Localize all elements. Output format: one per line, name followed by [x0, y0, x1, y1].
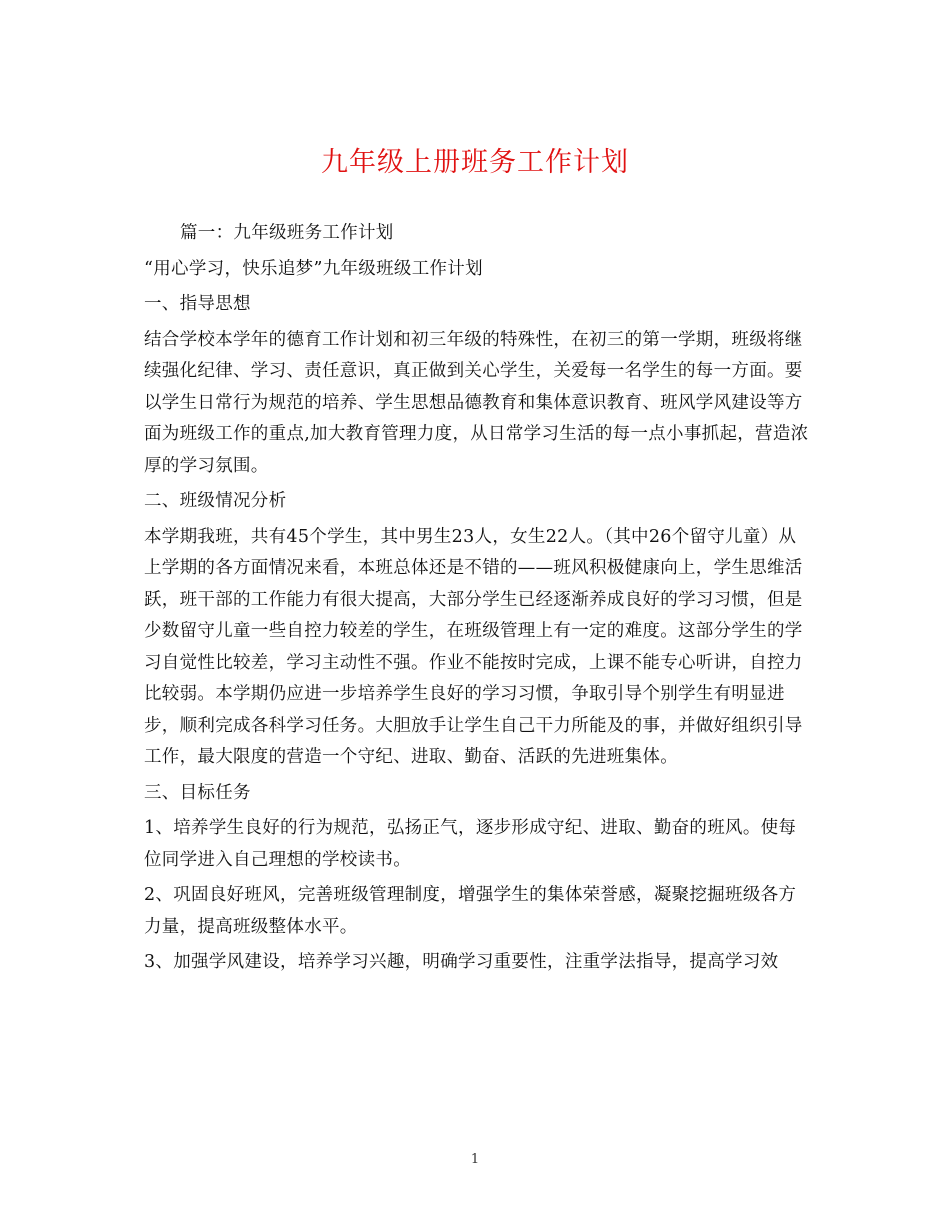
heading-goals: 三、目标任务: [144, 782, 251, 803]
paragraph-class-analysis: 本学期我班，共有45个学生，其中男生23人，女生22人。（其中26个留守儿童）从上学期的各方面情况来看，本班总体还是不错的——班风积极健康向上，学生思维活跃，班干部的工作能力有很大提高，大部分学生已经逐渐养成良好的学习习惯，但是少数留守儿童一些自控力较差的学生，在班级管理上有一定的难度。这部分学生的学习自觉性比较差，学习主动性不强。作业不能按时完成，上课不能专心听讲，自控力比较弱。本学期仍应进一步培养学生良好的学习习惯，争取引导个别学生有明显进步，顺利完成各科学习任务。大胆放手让学生自己干力所能及的事，并做好组织引导工作，最大限度的营造一个守纪、进取、勤奋、活跃的先进班集体。: [144, 526, 803, 767]
plan-subtitle: “用心学习，快乐追梦”九年级班级工作计划: [144, 258, 483, 279]
section-heading: 篇一：九年级班务工作计划: [180, 223, 394, 243]
document-body: [144, 218, 810, 983]
heading-guiding-ideas: 一、指导思想: [144, 294, 251, 314]
page-number: 1: [470, 1152, 480, 1167]
heading-class-analysis: 二、班级情况分析: [144, 491, 287, 511]
goal-item-1: 1、培养学生良好的行为规范，弘扬正气，逐步形成守纪、进取、勤奋的班风。使每位同学进入自己理想的学校读书。: [144, 818, 797, 870]
goal-item-2: 2、巩固良好班风，完善班级管理制度，增强学生的集体荣誉感，凝聚挖掘班级各方力量，提高班级整体水平。: [144, 885, 797, 937]
document-title: 九年级上册班务工作计划: [321, 147, 629, 178]
paragraph-guiding-ideas: 结合学校本学年的德育工作计划和初三年级的特殊性，在初三的第一学期，班级将继续强化纪律、学习、责任意识，真正做到关心学生，关爱每一名学生的每一方面。要以学生日常行为规范的培养、学生思想品德教育和集体意识教育、班风学风建设等方面为班级工作的重点,加大教育管理力度，从日常学习生活的每一点小事抓起，营造浓厚的学习氛围。: [144, 329, 809, 476]
goal-item-3: 3、加强学风建设，培养学习兴趣，明确学习重要性，注重学法指导，提高学习效: [144, 952, 779, 972]
